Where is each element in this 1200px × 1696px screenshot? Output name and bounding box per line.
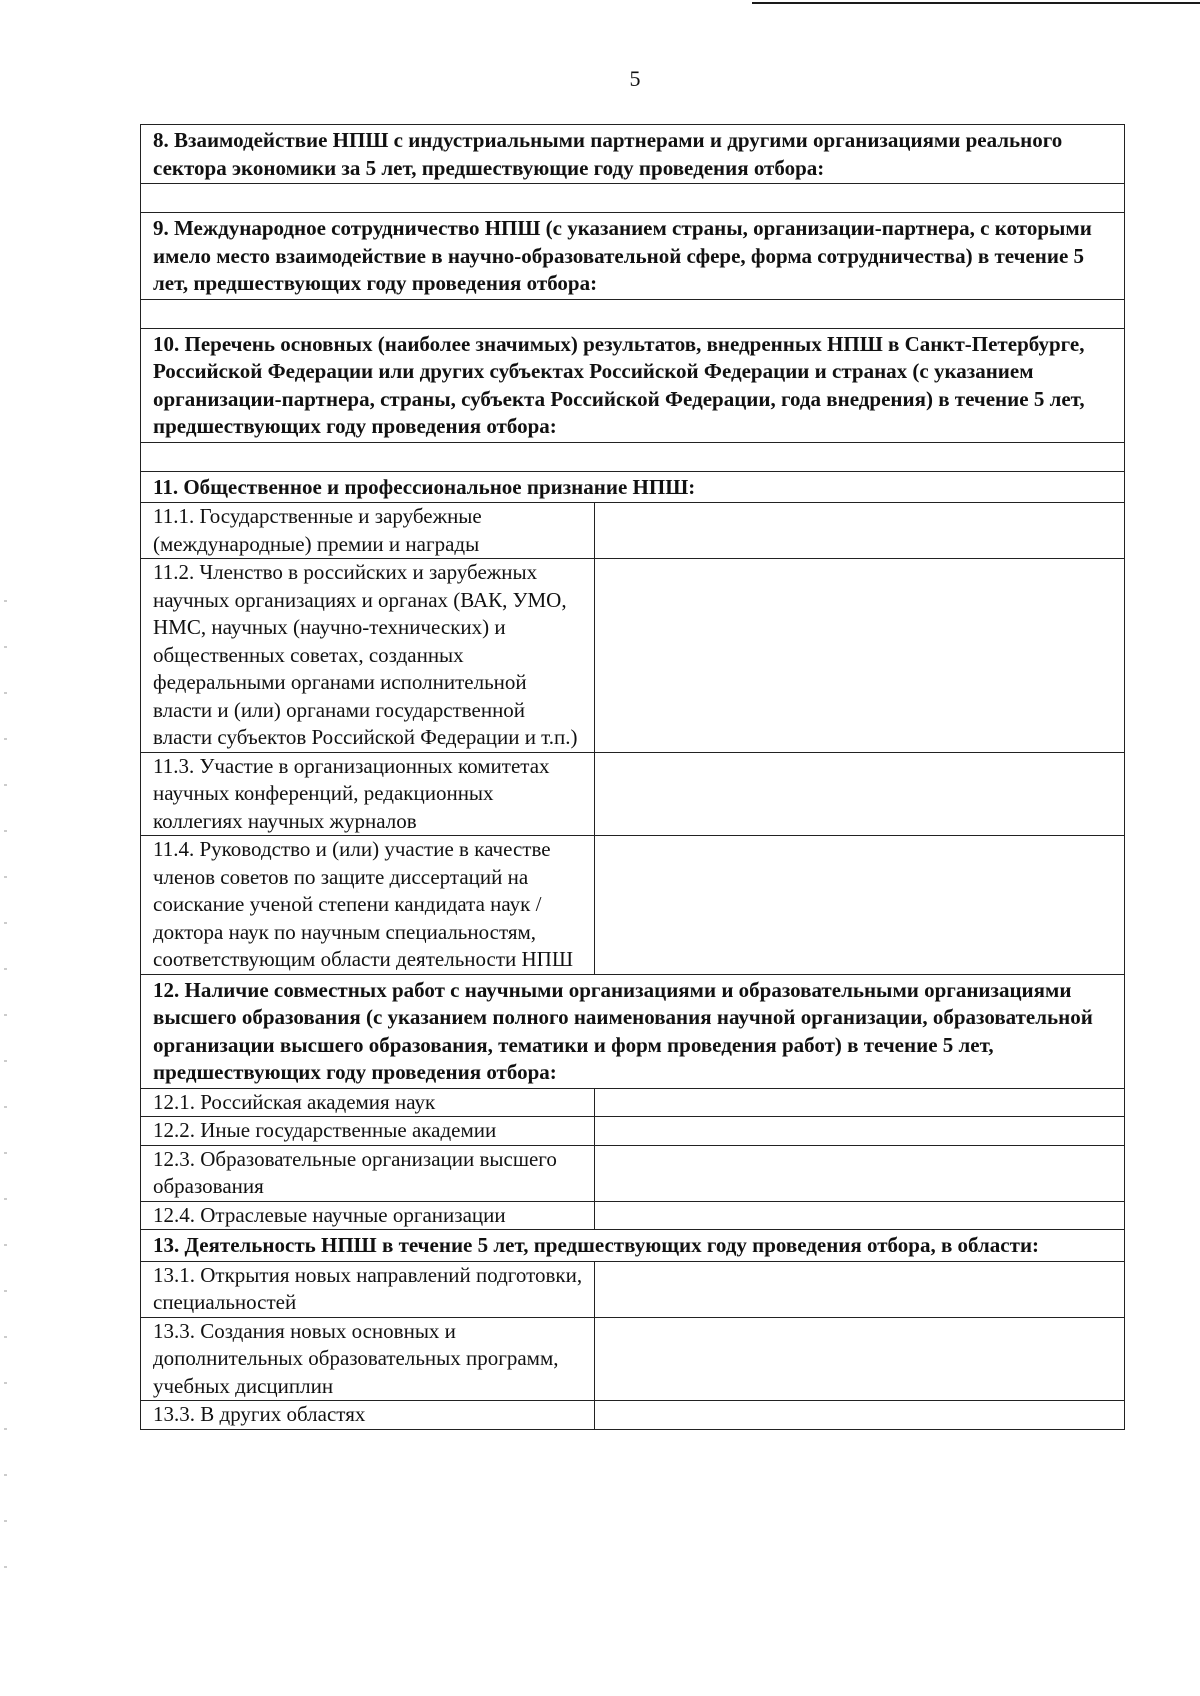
item-value-field[interactable] bbox=[595, 752, 1125, 836]
scan-margin-marks bbox=[4, 600, 7, 1600]
item-value-field[interactable] bbox=[595, 1317, 1125, 1401]
table-row bbox=[141, 752, 1125, 836]
item-value-field[interactable] bbox=[595, 1145, 1125, 1201]
table-row bbox=[141, 1088, 1125, 1117]
item-label: 12.3. Образовательные организации высшего образования bbox=[141, 1145, 595, 1201]
scan-edge-line bbox=[752, 2, 1200, 4]
item-value-field[interactable] bbox=[595, 503, 1125, 559]
section-answer-row bbox=[141, 299, 1125, 328]
section-heading: 8. Взаимодействие НПШ с индустриальными партнерами и другими организациями реального сектора экономики за 5 лет, предшествующие году проведения отбора: bbox=[141, 125, 1125, 184]
table-row bbox=[141, 559, 1125, 753]
section-answer-field[interactable] bbox=[141, 184, 1125, 213]
section-row bbox=[141, 1230, 1125, 1262]
page-number: 5 bbox=[629, 66, 641, 91]
section-heading: 9. Международное сотрудничество НПШ (с указанием страны, организации-партнера, с которыми имело место взаимодействие в научно-образовательной сфере, форма сотрудничества) в течение 5 лет, предшествующих году проведения отбора: bbox=[141, 213, 1125, 300]
item-label: 13.3. В других областях bbox=[141, 1401, 595, 1430]
section-heading: 11. Общественное и профессиональное признание НПШ: bbox=[141, 471, 1125, 503]
table-row bbox=[141, 1145, 1125, 1201]
section-answer-field[interactable] bbox=[141, 442, 1125, 471]
item-label: 11.3. Участие в организационных комитетах научных конференций, редакционных коллегиях научных журналов bbox=[141, 752, 595, 836]
item-label: 12.4. Отраслевые научные организации bbox=[141, 1201, 595, 1230]
item-label: 13.1. Открытия новых направлений подготовки, специальностей bbox=[141, 1261, 595, 1317]
item-label: 11.2. Членство в российских и зарубежных научных организациях и органах (ВАК, УМО, НМС, научных (научно-технических) и общественных советах, созданных федеральными органами исполнительной власти и (или) органами государственной власти субъектов Российской Федерации и т.п.) bbox=[141, 559, 595, 753]
table-row bbox=[141, 1401, 1125, 1430]
item-value-field[interactable] bbox=[595, 1201, 1125, 1230]
item-label: 11.4. Руководство и (или) участие в качестве членов советов по защите диссертаций на соискание ученой степени кандидата наук / доктора наук по научным специальностям, соответствующим области деятельности НПШ bbox=[141, 836, 595, 975]
item-value-field[interactable] bbox=[595, 1088, 1125, 1117]
table-row bbox=[141, 503, 1125, 559]
table-row bbox=[141, 836, 1125, 975]
item-value-field[interactable] bbox=[595, 836, 1125, 975]
section-row bbox=[141, 974, 1125, 1088]
section-answer-field[interactable] bbox=[141, 299, 1125, 328]
table-row bbox=[141, 1117, 1125, 1146]
item-label: 13.3. Создания новых основных и дополнительных образовательных программ, учебных дисциплин bbox=[141, 1317, 595, 1401]
item-label: 12.1. Российская академия наук bbox=[141, 1088, 595, 1117]
section-row bbox=[141, 213, 1125, 300]
section-answer-row bbox=[141, 184, 1125, 213]
item-value-field[interactable] bbox=[595, 1401, 1125, 1430]
table-row bbox=[141, 1201, 1125, 1230]
item-value-field[interactable] bbox=[595, 1117, 1125, 1146]
table-row bbox=[141, 1317, 1125, 1401]
section-row bbox=[141, 471, 1125, 503]
item-value-field[interactable] bbox=[595, 1261, 1125, 1317]
item-label: 11.1. Государственные и зарубежные (международные) премии и награды bbox=[141, 503, 595, 559]
section-row bbox=[141, 125, 1125, 184]
section-heading: 10. Перечень основных (наиболее значимых) результатов, внедренных НПШ в Санкт-Петербурге, Российской Федерации или других субъектах Российской Федерации и странах (с указанием организации-партнера, страны, субъекта Российской Федерации, года внедрения) в течение 5 лет, предшествующих году проведения отбора: bbox=[141, 328, 1125, 442]
item-value-field[interactable] bbox=[595, 559, 1125, 753]
application-form-table bbox=[140, 124, 1125, 1430]
section-row bbox=[141, 328, 1125, 442]
section-heading: 13. Деятельность НПШ в течение 5 лет, предшествующих году проведения отбора, в области: bbox=[141, 1230, 1125, 1262]
item-label: 12.2. Иные государственные академии bbox=[141, 1117, 595, 1146]
section-answer-row bbox=[141, 442, 1125, 471]
section-heading: 12. Наличие совместных работ с научными организациями и образовательными организациями высшего образования (с указанием полного наименования научной организации, образовательной организации высшего образования, тематики и форм проведения работ) в течение 5 лет, предшествующих году проведения отбора: bbox=[141, 974, 1125, 1088]
table-row bbox=[141, 1261, 1125, 1317]
